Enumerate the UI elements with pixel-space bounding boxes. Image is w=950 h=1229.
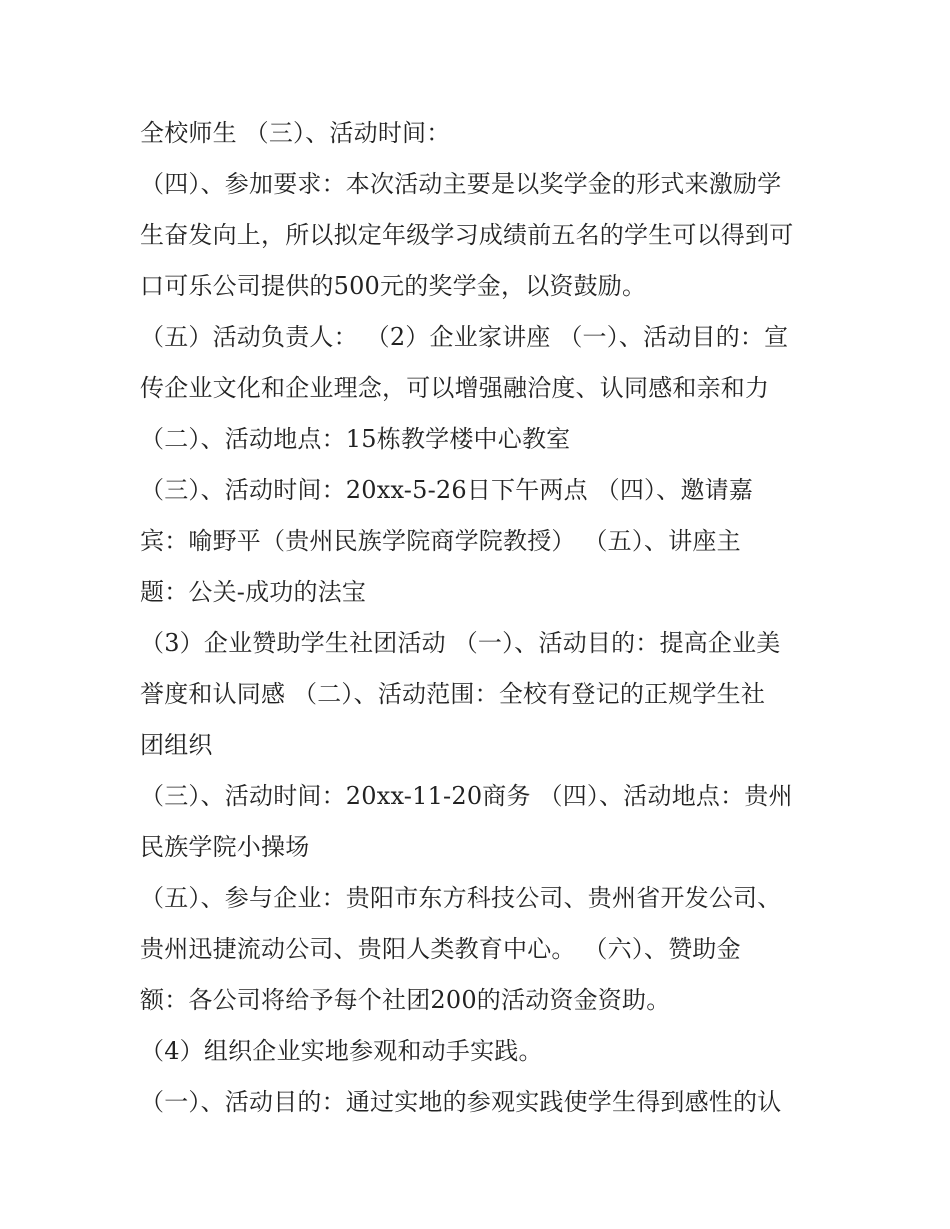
text-line: 民族学院小操场	[140, 833, 310, 861]
text-line: （五）活动负责人： （2）企业家讲座 （一）、活动目的：宣	[140, 323, 789, 351]
text-line: （4）组织企业实地参观和动手实践。	[140, 1037, 543, 1065]
text-line: 誉度和认同感 （二）、活动范围：全校有登记的正规学生社	[140, 680, 766, 708]
text-line: 贵州迅捷流动公司、贵阳人类教育中心。 （六）、赞助金	[140, 935, 741, 963]
document-body	[140, 108, 820, 1128]
text-line: （三）、活动时间：20xx-5-26日下午两点 （四）、邀请嘉	[140, 476, 754, 504]
text-line: 额：各公司将给予每个社团200的活动资金资助。	[140, 986, 671, 1014]
text-line: （一）、活动目的：通过实地的参观实践使学生得到感性的认	[140, 1088, 782, 1116]
text-line: 全校师生 （三）、活动时间：	[140, 119, 451, 147]
text-line: 生奋发向上，所以拟定年级学习成绩前五名的学生可以得到可	[140, 221, 794, 249]
text-line: （三）、活动时间：20xx-11-20商务 （四）、活动地点：贵州	[140, 782, 793, 810]
text-line: 传企业文化和企业理念，可以增强融洽度、认同感和亲和力	[140, 374, 770, 402]
text-line: （二）、活动地点：15栋教学楼中心教室	[140, 425, 571, 453]
text-line: （五）、参与企业：贵阳市东方科技公司、贵州省开发公司、	[140, 884, 782, 912]
text-line: 团组织	[140, 731, 213, 759]
text-line: 口可乐公司提供的500元的奖学金，以资鼓励。	[140, 272, 647, 300]
text-line: 宾：喻野平（贵州民族学院商学院教授） （五）、讲座主	[140, 527, 741, 555]
text-line: （3）企业赞助学生社团活动 （一）、活动目的：提高企业美	[140, 629, 781, 657]
text-line: 题：公关-成功的法宝	[140, 578, 367, 606]
text-line: （四）、参加要求：本次活动主要是以奖学金的形式来激励学	[140, 170, 782, 198]
